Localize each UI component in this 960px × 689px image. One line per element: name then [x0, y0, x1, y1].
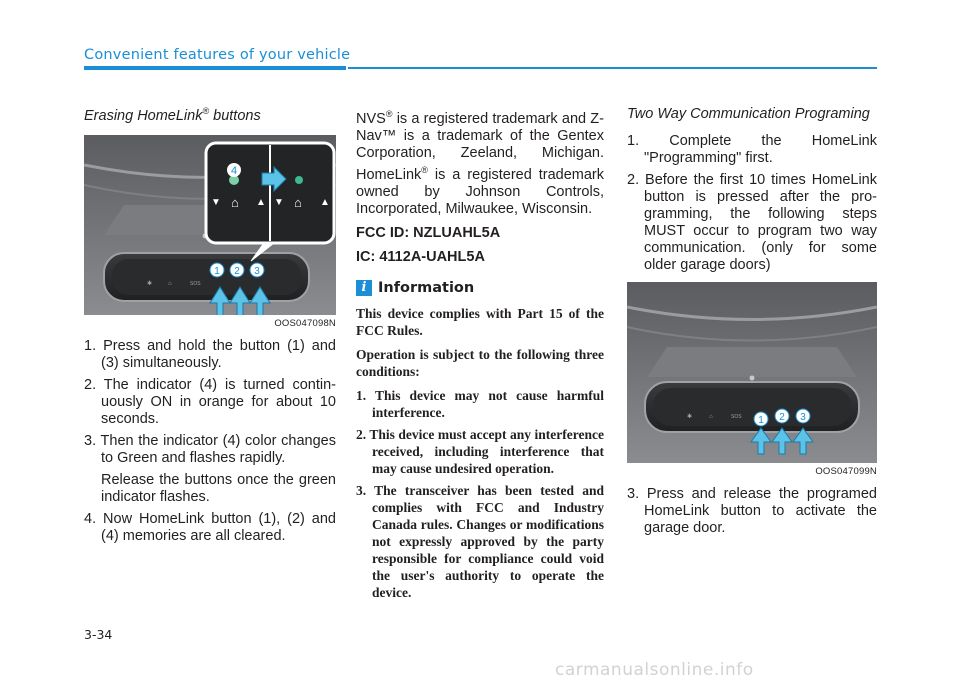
mirror-illustration [84, 135, 336, 315]
svg-text:⌂: ⌂ [294, 194, 302, 210]
mirror-illustration [627, 282, 877, 463]
svg-text:▼: ▼ [274, 196, 284, 208]
svg-text:⌂: ⌂ [168, 280, 172, 287]
list-item: 2. The indicator (4) is turned continuously ON in orange for about 10 seconds. [84, 376, 336, 427]
erasing-heading: Erasing HomeLink® buttons [84, 106, 261, 124]
svg-text:▲: ▲ [320, 196, 330, 208]
svg-text:▼: ▼ [211, 196, 221, 208]
erasing-steps-cont [84, 511, 336, 545]
info-icon: i [356, 280, 372, 296]
list-item: 1. This device may not cause harmful interference. [356, 387, 604, 420]
figure-two-way [627, 282, 877, 463]
header-rule-thin [348, 67, 877, 69]
svg-text:✱: ✱ [147, 280, 153, 287]
svg-text:SOS: SOS [731, 414, 742, 420]
two-way-heading: Two Way Communication Programing [627, 106, 870, 122]
list-item: 4. Now HomeLink button (1), (2) and (4) memories are all cleared. [84, 510, 336, 544]
list-item: 3. The transceiver has been tested and complies with FCC and Industry Canada rules. Changes or modifications not expressly approved by the party responsible for compliance could void the user's authority to operate the device. [356, 482, 604, 600]
middle-column [356, 106, 604, 606]
information-label: Information [378, 279, 475, 296]
svg-text:1: 1 [214, 265, 220, 277]
fcc-id: FCC ID: NZLUAHL5A [356, 224, 501, 241]
svg-text:▲: ▲ [256, 196, 266, 208]
svg-text:2: 2 [779, 412, 785, 423]
header-rule-thick [84, 66, 346, 70]
list-item: 2. Before the first 10 times HomeLink button is pressed after the programming, the following steps MUST occur to program two way communication. (only for some older garage doors) [627, 172, 877, 273]
ic-number: IC: 4112A-UAHL5A [356, 248, 485, 265]
figure-caption-1: OOS047098N [274, 317, 336, 329]
list-item: 3. Then the indicator (4) color changes to Green and flashes rapidly. [84, 432, 336, 466]
svg-text:1: 1 [758, 415, 764, 426]
svg-text:⌂: ⌂ [231, 194, 239, 210]
svg-text:⌂: ⌂ [709, 414, 713, 420]
trademark-paragraph: NVS® is a registered trademark and Z-Nav™ is a trademark of the Gentex Corporation, Zeeland, Michigan. HomeLink® is a registered trademark owned by Johnson Controls, Incorporated, Milwaukee, Wisconsin. [356, 109, 604, 217]
figure-erasing [84, 135, 336, 315]
two-way-steps [627, 133, 877, 274]
left-column [84, 106, 336, 550]
list-item: 3. Press and release the programed HomeLink button to activate the garage door. [627, 486, 877, 536]
information-header [356, 280, 604, 296]
erasing-steps [84, 338, 336, 467]
list-item: 1. Press and hold the button (1) and (3) simultaneously. [84, 337, 336, 371]
two-way-steps-cont [627, 486, 877, 537]
page-number: 3-34 [84, 627, 113, 642]
svg-text:3: 3 [800, 412, 806, 423]
figure-caption-2: OOS047099N [815, 466, 877, 477]
svg-text:3: 3 [254, 265, 260, 277]
info-paragraph: Operation is subject to the following three conditions: [356, 346, 604, 379]
watermark: carmanualsonline.info [555, 660, 754, 680]
info-conditions [356, 387, 604, 601]
svg-text:✱: ✱ [687, 414, 693, 420]
list-item: 1. Complete the HomeLink "Programming" first. [627, 133, 877, 166]
svg-text:SOS: SOS [190, 280, 201, 287]
svg-text:2: 2 [234, 265, 240, 277]
right-column [627, 106, 877, 542]
svg-text:4: 4 [230, 164, 238, 177]
section-title: Convenient features of your vehicle [84, 47, 351, 63]
list-item: 2. This device must accept any interference received, including interference that may cause undesired operation. [356, 426, 604, 476]
info-paragraph: This device complies with Part 15 of the FCC Rules. [356, 305, 604, 338]
release-note: Release the buttons once the green indicator flashes. [101, 471, 336, 505]
